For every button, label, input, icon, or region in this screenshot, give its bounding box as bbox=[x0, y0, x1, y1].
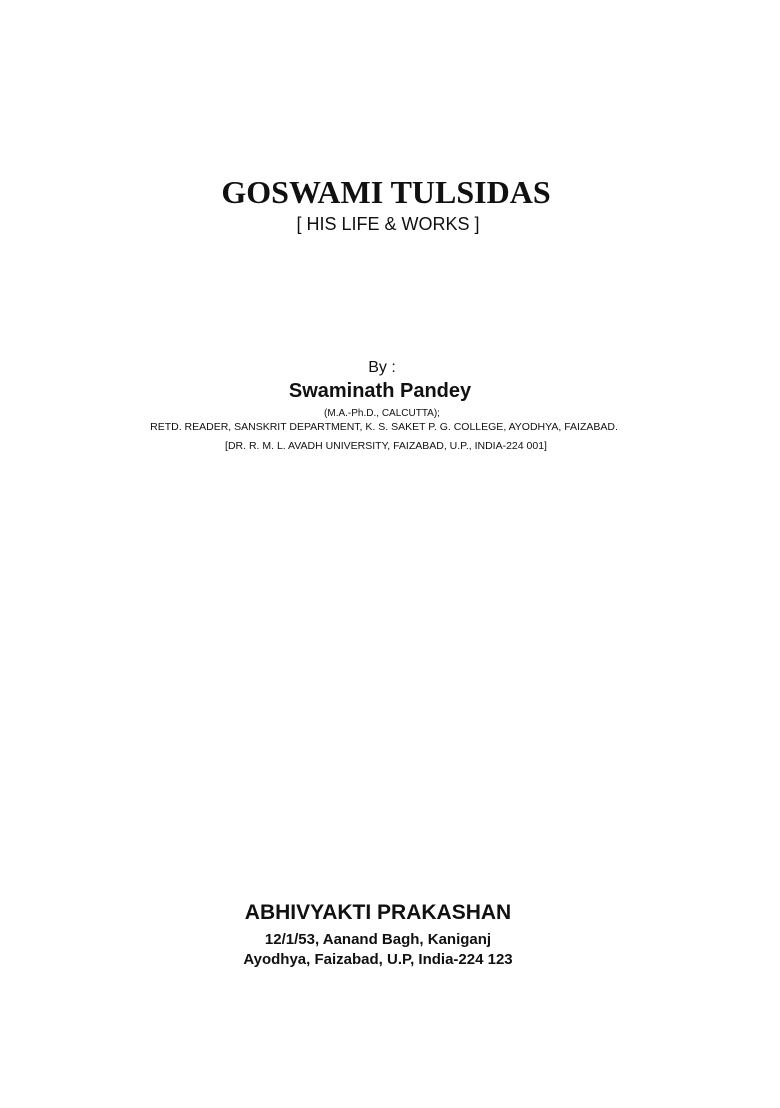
book-title: GOSWAMI TULSIDAS bbox=[221, 174, 551, 210]
publisher-address-line1: 12/1/53, Aanand Bagh, Kaniganj bbox=[264, 931, 492, 948]
author-position: RETD. READER, SANSKRIT DEPARTMENT, K. S. SAKET P. G. COLLEGE, AYODHYA, FAIZABAD. bbox=[150, 421, 618, 433]
author-university: [DR. R. M. L. AVADH UNIVERSITY, FAIZABAD, U.P., INDIA-224 001] bbox=[225, 440, 547, 452]
by-label: By : bbox=[368, 359, 396, 376]
book-subtitle: [ HIS LIFE & WORKS ] bbox=[296, 214, 480, 234]
author-degree: (M.A.-Ph.D., CALCUTTA); bbox=[324, 408, 440, 419]
publisher-address-line2: Ayodhya, Faizabad, U.P, India-224 123 bbox=[243, 951, 513, 968]
author-name: Swaminath Pandey bbox=[288, 380, 472, 402]
publisher-name: ABHIVYAKTI PRAKASHAN bbox=[244, 901, 512, 924]
